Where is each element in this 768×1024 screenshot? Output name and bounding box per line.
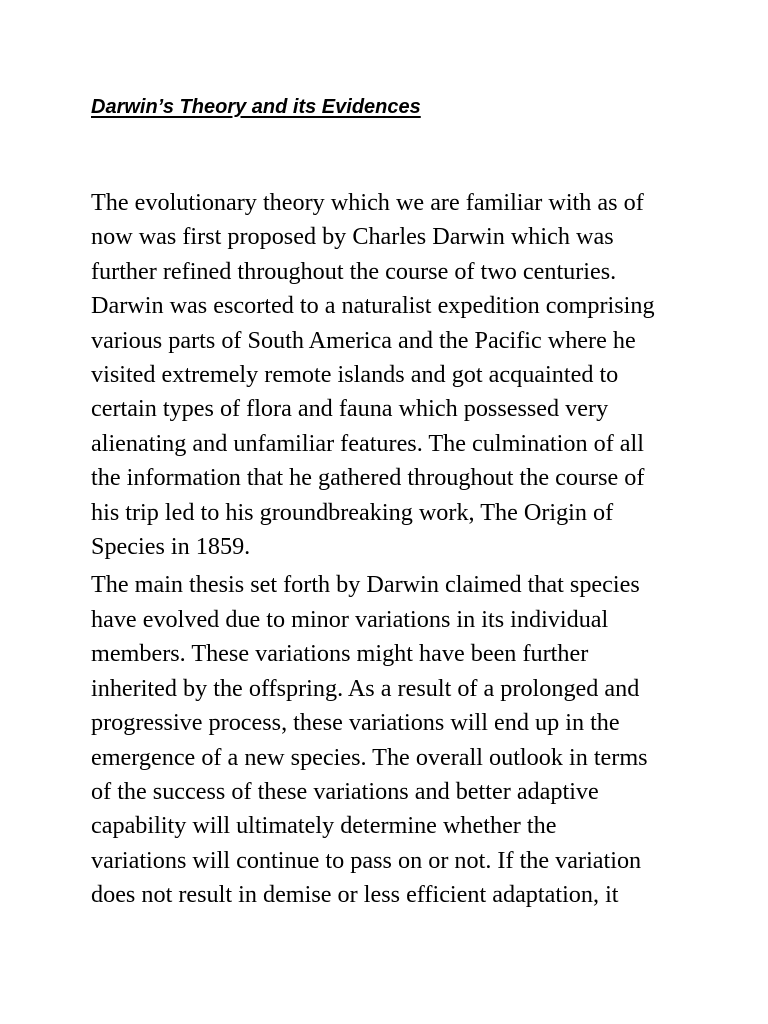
document-body [91, 186, 691, 913]
text-line: members. These variations might have been further [91, 640, 589, 668]
text-line: certain types of flora and fauna which possessed very [91, 395, 609, 423]
text-line: various parts of South America and the Pacific where he [91, 326, 636, 354]
text-line: now was first proposed by Charles Darwin which was [91, 223, 614, 251]
text-line: The main thesis set forth by Darwin claimed that species [91, 571, 640, 599]
text-line: the information that he gathered throughout the course of [91, 464, 645, 492]
text-line: inherited by the offspring. As a result of a prolonged and [91, 674, 640, 702]
text-line: alienating and unfamiliar features. The culmination of all [91, 429, 644, 457]
text-line: of the success of these variations and better adaptive [91, 777, 599, 805]
text-line: variations will continue to pass on or not. If the variation [91, 846, 642, 874]
text-line: Darwin was escorted to a naturalist expedition comprising [91, 292, 655, 320]
text-line: Species in 1859. [91, 533, 251, 561]
text-line: have evolved due to minor variations in its individual [91, 605, 609, 633]
paragraph-2 [91, 568, 691, 912]
text-line: visited extremely remote islands and got acquainted to [91, 361, 619, 389]
text-line: capability will ultimately determine whether the [91, 812, 557, 840]
text-line: emergence of a new species. The overall outlook in terms [91, 743, 648, 771]
text-line: further refined throughout the course of two centuries. [91, 257, 617, 285]
document-title: Darwin’s Theory and its Evidences [91, 96, 421, 118]
text-line: does not result in demise or less efficient adaptation, it [91, 881, 619, 909]
text-line: his trip led to his groundbreaking work, The Origin of [91, 498, 614, 526]
text-line: The evolutionary theory which we are familiar with as of [91, 189, 644, 216]
text-line: progressive process, these variations will end up in the [91, 709, 620, 737]
paragraph-1 [91, 186, 691, 564]
